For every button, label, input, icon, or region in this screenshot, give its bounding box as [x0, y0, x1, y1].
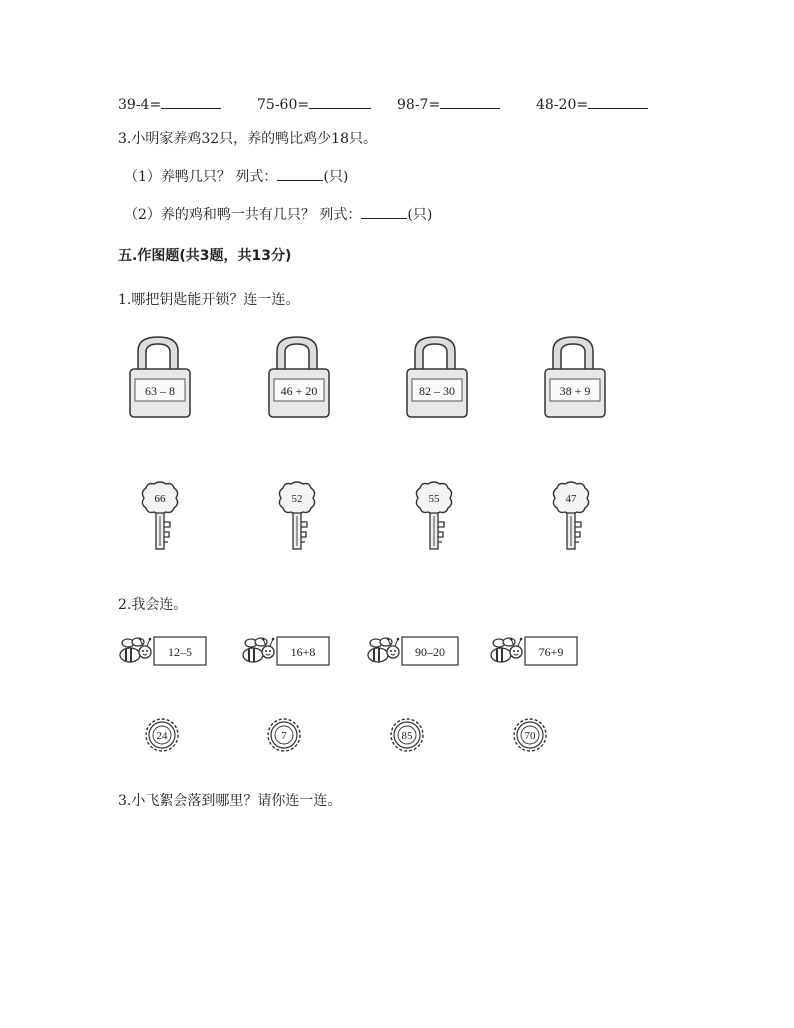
flower-number: 24	[156, 730, 168, 742]
bee-equation: 90–20	[415, 645, 445, 659]
bee-equation: 16+8	[290, 645, 316, 659]
q3-sub1-unit: (只)	[323, 169, 349, 185]
lock[interactable]	[545, 337, 605, 417]
lock[interactable]	[269, 337, 329, 417]
bee-card[interactable]	[368, 637, 458, 665]
equation-2-text: 75-60=	[257, 97, 310, 113]
flower-number: 70	[524, 730, 536, 742]
key[interactable]	[553, 482, 588, 549]
q3-title: 3.小明家养鸡32只，养的鸭比鸡少18只。	[118, 131, 377, 147]
key[interactable]	[279, 482, 314, 549]
equation-1-text: 39-4=	[118, 97, 162, 113]
q3-sub2-num: （2）	[124, 207, 161, 223]
flower[interactable]	[514, 719, 546, 751]
key[interactable]	[416, 482, 451, 549]
bee-equation: 76+9	[538, 645, 564, 659]
bee-card[interactable]	[243, 637, 329, 665]
key-label: 55	[428, 493, 440, 505]
q3-sub2-text: 养的鸡和鸭一共有几只？ 列式：	[160, 207, 362, 223]
p1-title: 1.哪把钥匙能开锁？连一连。	[118, 292, 300, 308]
key[interactable]	[142, 482, 177, 549]
lock-label: 38 + 9	[559, 384, 591, 398]
q3-sub1-num: （1）	[124, 169, 161, 185]
p2-title: 2.我会连。	[118, 597, 188, 613]
p3-title: 3.小飞絮会落到哪里？请你连一连。	[118, 793, 342, 809]
flower-number: 7	[281, 730, 287, 742]
bee-equation: 12–5	[168, 645, 192, 659]
section-title: 五.作图题(共3题，共13分)	[118, 248, 292, 264]
lock-label: 46 + 20	[280, 384, 318, 398]
lock[interactable]	[407, 337, 467, 417]
flower[interactable]	[268, 719, 300, 751]
lock-label: 82 – 30	[419, 384, 455, 398]
lock[interactable]	[130, 337, 190, 417]
flower[interactable]	[146, 719, 178, 751]
flower[interactable]	[391, 719, 423, 751]
key-label: 47	[565, 493, 577, 505]
equation-4-text: 48-20=	[536, 97, 589, 113]
bee-card[interactable]	[491, 637, 577, 665]
key-label: 66	[154, 493, 166, 505]
q3-sub1-text: 养鸭几只？ 列式：	[160, 169, 278, 185]
bee-card[interactable]	[120, 637, 206, 665]
equation-3-text: 98-7=	[397, 97, 441, 113]
key-label: 52	[291, 493, 303, 505]
flower-number: 85	[401, 730, 413, 742]
lock-label: 63 – 8	[145, 384, 175, 398]
q3-sub2-unit: (只)	[407, 207, 433, 223]
